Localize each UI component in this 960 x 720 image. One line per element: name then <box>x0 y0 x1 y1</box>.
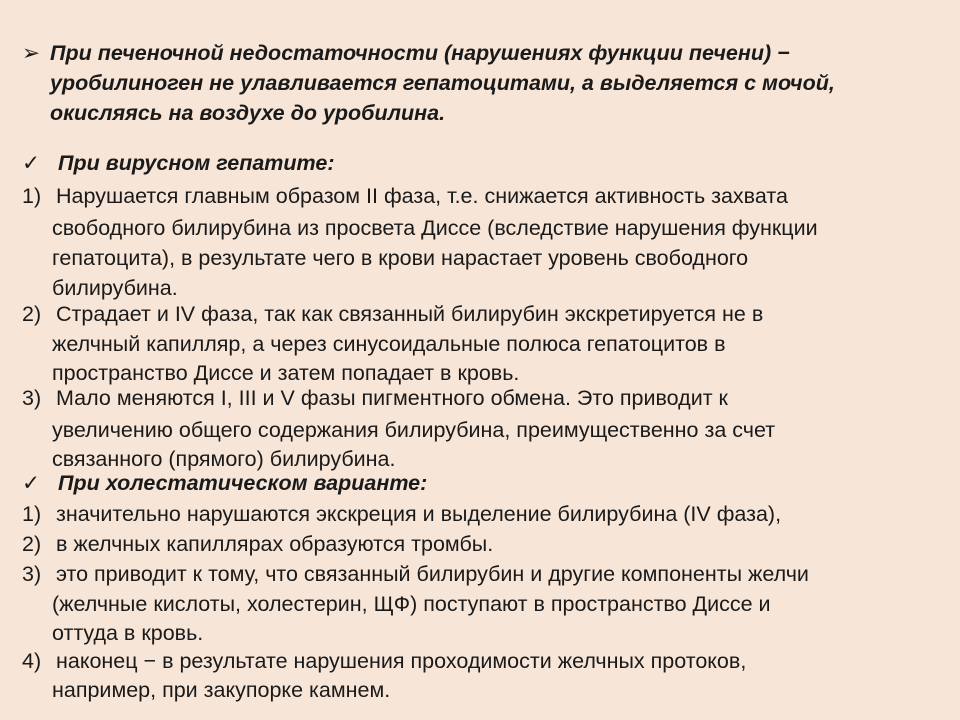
cholestatic-item-4-line-1: наконец − в результате нарушения проходимости желчных протоков, <box>56 649 747 673</box>
cholestatic-item-2-line-1: в желчных капиллярах образуются тромбы. <box>56 532 494 556</box>
checkmark-icon: ✓ <box>22 471 41 495</box>
cholestatic-item-2-num: 2) <box>22 532 42 556</box>
viral-item-1-line-2: свободного билирубина из просвета Диссе (вследствие нарушения функции <box>52 216 818 240</box>
cholestatic-item-1-num: 1) <box>22 502 42 526</box>
viral-item-1-line-4: билирубина. <box>52 276 178 300</box>
header-line-1: При печеночной недостаточности (нарушениях функции печени) − <box>50 41 790 65</box>
viral-item-2-line-1: Страдает и IV фаза, так как связанный билирубин экскретируется не в <box>56 302 764 326</box>
viral-item-1-num: 1) <box>22 184 42 208</box>
viral-item-1-line-1: Нарушается главным образом II фаза, т.е. снижается активность захвата <box>56 184 788 208</box>
viral-item-3-line-2: увеличению общего содержания билирубина, преимущественно за счет <box>52 418 776 442</box>
header-line-2: уробилиноген не улавливается гепатоцитами, а выделяется с мочой, <box>50 71 835 95</box>
cholestatic-item-4-line-2: например, при закупорке камнем. <box>52 678 391 702</box>
cholestatic-item-1-line-1: значительно нарушаются экскреция и выделение билирубина (IV фаза), <box>56 502 782 526</box>
viral-item-3-num: 3) <box>22 386 42 410</box>
viral-title: При вирусном гепатите: <box>58 151 335 175</box>
cholestatic-title: При холестатическом варианте: <box>58 471 428 495</box>
checkmark-icon: ✓ <box>22 151 41 175</box>
arrow-bullet-icon: ➢ <box>22 41 41 65</box>
cholestatic-item-4-num: 4) <box>22 649 42 673</box>
viral-item-3-line-3: связанного (прямого) билирубина. <box>52 447 396 471</box>
cholestatic-item-3-line-3: оттуда в кровь. <box>52 621 204 645</box>
viral-item-1-line-3: гепатоцита), в результате чего в крови нарастает уровень свободного <box>52 246 749 270</box>
viral-item-2-line-2: желчный капилляр, а через синусоидальные полюса гепатоцитов в <box>52 332 726 356</box>
cholestatic-item-3-line-1: это приводит к тому, что связанный билирубин и другие компоненты желчи <box>56 562 809 586</box>
cholestatic-item-3-line-2: (желчные кислоты, холестерин, ЩФ) поступают в пространство Диссе и <box>52 592 771 616</box>
cholestatic-item-3-num: 3) <box>22 562 42 586</box>
viral-item-3-line-1: Мало меняются I, III и V фазы пигментного обмена. Это приводит к <box>56 386 728 410</box>
header-line-3: окисляясь на воздухе до уробилина. <box>50 101 446 125</box>
viral-item-2-line-3: пространство Диссе и затем попадает в кровь. <box>52 361 520 385</box>
viral-item-2-num: 2) <box>22 302 42 326</box>
